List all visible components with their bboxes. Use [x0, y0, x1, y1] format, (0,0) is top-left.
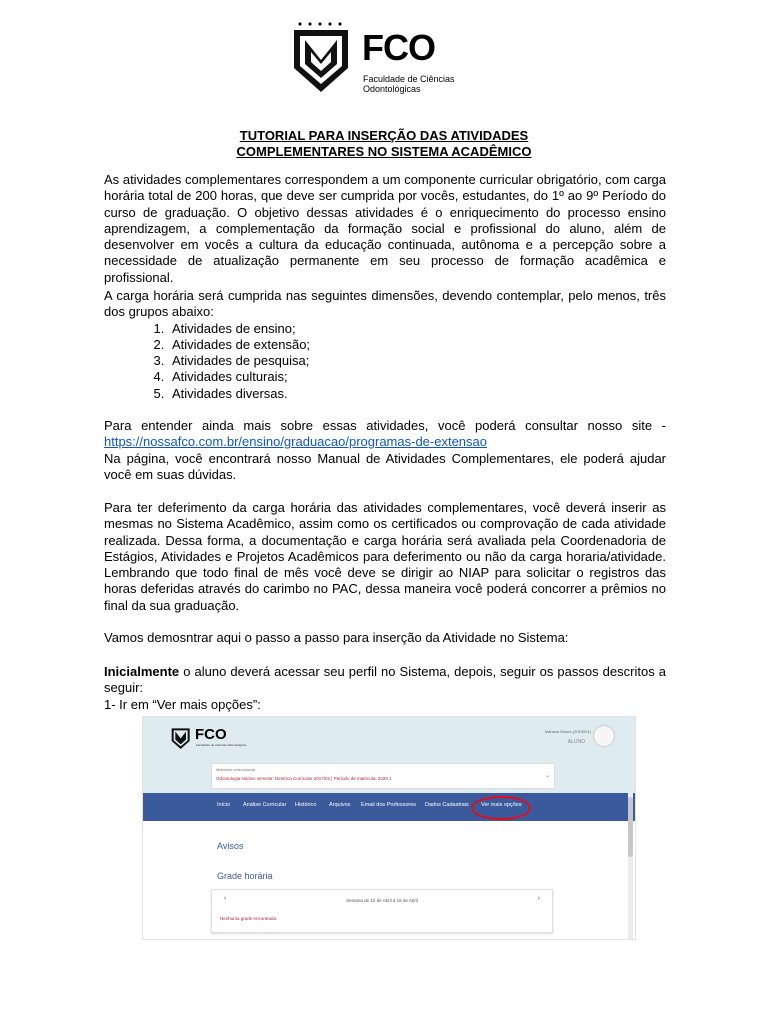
user-name: Mariana Moura (2019001)	[544, 729, 591, 734]
steps-text: o aluno deverá acessar seu perfil no Sistema, depois, seguir os passos descritos a seguir:	[104, 664, 666, 696]
brand-subtitle: Faculdade de Ciências Odontológicas	[363, 74, 455, 94]
nav-historico[interactable]: Histórico	[295, 802, 317, 808]
matricula-select[interactable]	[211, 763, 555, 789]
step-1: 1- Ir em “Ver mais opções”:	[104, 696, 261, 712]
system-header	[143, 717, 635, 793]
chevron-down-icon: ⌄	[544, 773, 550, 779]
title-line-2: COMPLEMENTARES NO SISTEMA ACADÊMICO	[236, 144, 532, 159]
list-item: 4. Atividades culturais;	[168, 369, 666, 385]
intro-paragraph: As atividades complementares correspondem a um componente curricular obrigatório, com carga horária total de 200 horas, que deve ser cumprida por vocês, estudantes, do 1º ao 9º Período do curso de graduação. O objetivo dessas atividades é o enriquecimento do processo ensino aprendizagem, a complementação da formação social e profissional do aluno, além de desenvolver em vocês a cultura da educação continuada, autônoma e a percepção sobre a necessidade de atualização permanente em seu processo de formação acadêmica e profissional.	[104, 172, 666, 285]
list-item: 3. Atividades de pesquisa;	[168, 353, 666, 369]
brand-name: FCO	[362, 27, 435, 68]
site-text: Para entender ainda mais sobre essas atividades, você poderá consultar nosso site -	[104, 418, 666, 433]
week-panel	[211, 889, 553, 933]
nav-email-professores[interactable]: Email dos Professores	[361, 802, 417, 808]
grade-heading: Grade horária	[217, 871, 273, 881]
steps-bold-word: Inicialmente	[104, 664, 180, 679]
highlight-ellipse	[471, 796, 531, 820]
user-role: ALUNO	[567, 739, 585, 745]
deferimento-paragraph: Para ter deferimento da carga horária das atividades complementares, você deverá inserir as mesmas no Sistema Acadêmico, assim como os certificados ou comprovação de cada atividade realizada. Dessa forma, a documentação e carga horária será avaliada pela Coordenadoria de Estágios, Atividades e Projetos Acadêmicos para deferimento ou não da carga horaria/atividade. Lembrando que todo final de mês você deve se dirigir ao NIAP para solicitar o registros das horas deferidas através do carimbo no PAC, dessa maneira você poderá concorrer a prêmios no final da sua graduação.	[104, 500, 666, 613]
scrollbar-thumb[interactable]	[628, 797, 633, 857]
list-item: 5. Atividades diversas.	[168, 386, 666, 402]
title-line-1: TUTORIAL PARA INSERÇÃO DAS ATIVIDADES	[239, 128, 529, 143]
nav-dados-cadastrais[interactable]: Dados Cadastrais	[425, 802, 469, 808]
empty-grade-message: Nenhuma grade encontrada.	[220, 916, 278, 921]
system-screenshot	[142, 716, 636, 940]
system-nav	[143, 793, 635, 821]
week-label: Semana de 12 de Abril a 18 de Abril	[346, 898, 418, 903]
shield-crest-icon	[171, 725, 191, 751]
dimensions-intro: A carga horária será cumprida nas seguintes dimensões, devendo contemplar, pelo menos, três dos grupos abaixo:	[104, 288, 666, 320]
nav-ver-mais-opcoes[interactable]: Ver mais opções	[481, 802, 522, 808]
nav-arquivos[interactable]: Arquivos	[329, 802, 351, 808]
fco-logo	[292, 22, 462, 98]
steps-section	[104, 664, 666, 713]
chevron-left-icon[interactable]: ‹	[224, 895, 227, 902]
list-item: 1. Atividades de ensino;	[168, 321, 666, 337]
nav-inicio[interactable]: Início	[217, 802, 231, 808]
avatar[interactable]	[593, 725, 615, 747]
matricula-value: Odontologia Núcleo semestr. Diretrica Curricular 2017/02 | Período de matricula: 2020.1	[216, 776, 392, 781]
site-section	[104, 418, 666, 483]
dimensions-section	[104, 288, 666, 402]
list-item: 2. Atividades de extensão;	[168, 337, 666, 353]
dimensions-list	[104, 321, 666, 402]
system-brand-sub: Faculdade de Ciências Odontológicas	[196, 743, 247, 747]
system-brand: FCO	[195, 726, 227, 743]
document-title	[104, 128, 664, 160]
extension-programs-link[interactable]: https://nossafco.com.br/ensino/graduacao/programas-de-extensao	[104, 434, 487, 450]
avisos-heading: Avisos	[217, 841, 244, 851]
demo-line: Vamos demosntrar aqui o passo a passo para inserção da Atividade no Sistema:	[104, 630, 569, 645]
nav-analise-curricular[interactable]: Análise Curricular	[243, 802, 287, 808]
matricula-label: Matrícula selecionada	[216, 767, 255, 772]
chevron-right-icon[interactable]: ›	[537, 895, 540, 902]
site-after-text: Na página, você encontrará nosso Manual de Atividades Complementares, ele poderá ajudar você em suas dúvidas.	[104, 450, 666, 482]
shield-crest-icon	[292, 22, 352, 96]
